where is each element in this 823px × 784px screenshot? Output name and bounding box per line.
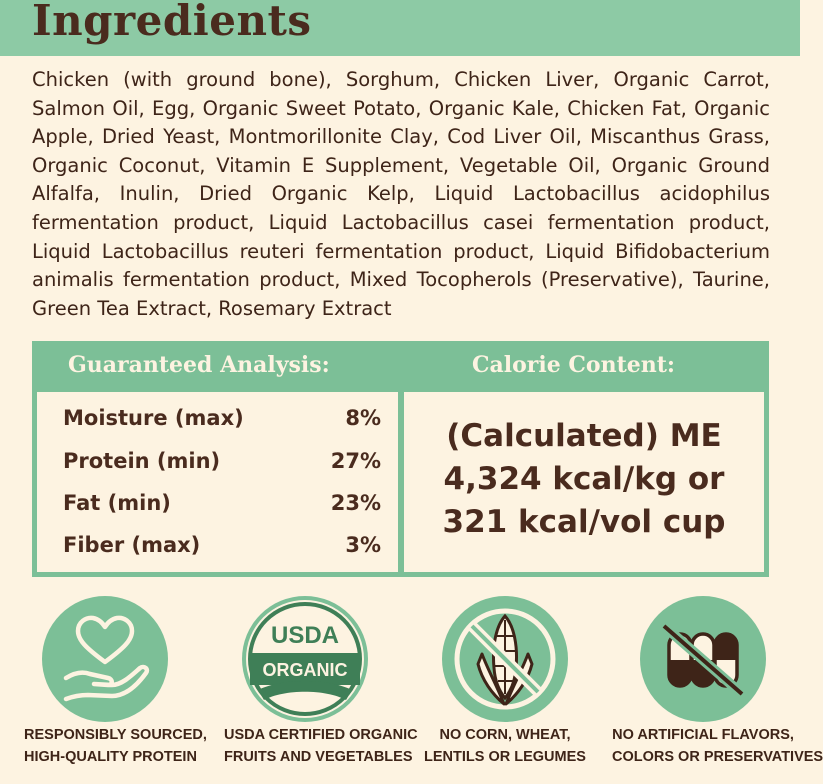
analysis-label: Fiber (max): [63, 533, 201, 557]
page-title: Ingredients: [32, 0, 312, 45]
no-capsules-icon: [640, 596, 766, 722]
analysis-label: Fat (min): [63, 491, 171, 515]
usda-organic-seal: [242, 596, 368, 722]
badge-caption-line: HIGH-QUALITY PROTEIN: [24, 749, 197, 765]
analysis-label: Moisture (max): [63, 406, 244, 430]
seal-bottom-text: ORGANIC: [262, 660, 348, 680]
calorie-line: 4,324 kcal/kg or: [443, 461, 725, 497]
header-band: [0, 0, 800, 56]
analysis-box: [37, 392, 398, 572]
badge-caption: [424, 724, 586, 768]
ingredients-list: Chicken (with ground bone), Sorghum, Chicken Liver, Organic Carrot, Salmon Oil, Egg, Organic Sweet Potato, Organic Kale, Chicken Fat, Organic Apple, Dried Yeast, Montmorillonite Clay, Cod Liver Oil, Miscanthus Grass, Organic Coconut, Vitamin E Supplement, Vegetable Oil, Organic Ground Alfalfa, Inulin, Dried Organic Kelp, Liquid Lactobacillus acidophilus fermentation product, Liquid Lactobacillus casei fermentation product, Liquid Lactobacillus reuteri fermentation product, Liquid Bifidobacterium animalis fermentation product, Mixed Tocopherols (Preservative), Taurine, Green Tea Extract, Rosemary Extract: [32, 68, 770, 320]
badge-caption-line: NO ARTIFICIAL FLAVORS,: [612, 727, 794, 743]
usda-organic-seal-badge: [242, 596, 368, 722]
calorie-line: (Calculated) ME: [446, 418, 722, 454]
calorie-box: [404, 392, 764, 572]
badge-caption: [224, 724, 418, 768]
analysis-value: 23%: [330, 491, 381, 515]
no-corn-icon: [442, 596, 568, 722]
analysis-value: 27%: [330, 449, 381, 473]
calorie-line: 321 kcal/vol cup: [442, 504, 726, 540]
badge-caption-line: RESPONSIBLY SOURCED,: [24, 727, 207, 743]
badge-caption-line: COLORS OR PRESERVATIVES: [612, 749, 823, 765]
analysis-label: Protein (min): [63, 449, 221, 473]
analysis-value: 8%: [345, 406, 381, 430]
calorie-content-title: Calorie Content:: [472, 352, 676, 378]
guaranteed-analysis-title: Guaranteed Analysis:: [68, 352, 330, 378]
badge-caption-line: FRUITS AND VEGETABLES: [224, 749, 413, 765]
heart-hand-icon: [42, 596, 168, 722]
badge-caption-line: NO CORN, WHEAT,: [439, 727, 571, 743]
badge-caption-line: LENTILS OR LEGUMES: [424, 749, 586, 765]
badge-caption: [24, 724, 207, 768]
badge-caption-line: USDA CERTIFIED ORGANIC: [224, 727, 418, 743]
nutrition-panel: [32, 341, 769, 577]
seal-top-text: USDA: [270, 622, 340, 649]
badge-caption: [612, 724, 823, 768]
analysis-value: 3%: [345, 533, 381, 557]
